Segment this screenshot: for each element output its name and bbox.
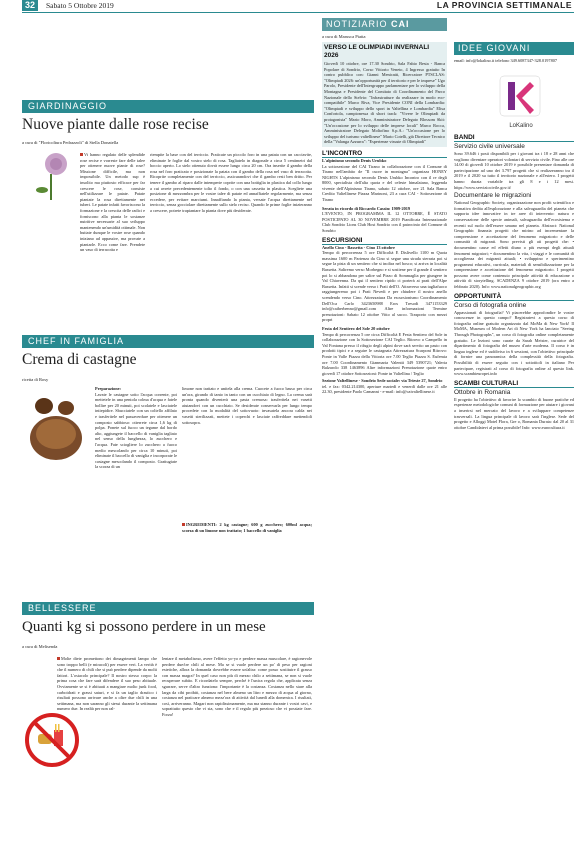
migrazioni-title: Documentare le migrazioni [454,192,532,200]
chestnut-image [22,386,90,466]
page-date: Sabato 5 Ottobre 2019 [46,1,114,10]
recipe-text-col1: Preparazione: Lavate le castagne sotto l'acqua corrente, poi mettetele in una pentola colma d'acqua e fatele bollire per 20 minuti, poi scolatele e lasciatele intiepidire. Sbucciatele con un coltello affilato e trasferitele nel passaverdure per ottenere un composto sabbioso: otterrete circa 1,6 kg di polpa. Ponete sul fuoco un tegame dal bordo alto, aggiungete il baccello di vaniglia tagliato nel senso della lunghezza, lo zucchero e l'acqua. Fate sciogliere lo zucchero a fuoco medio mescolando per circa 10 minuti, poi eliminate il baccello di vaniglia e incorporate le castagne mescolando il composto. Grattugiate la scorza di un [95,386,177,470]
sede-body: tel. e fax: 0342.214300, aperture martedì e venerdì dalle ore 21 alle 22.30, presidente Paolo Camanni - e-mail: info@caivaltellinese.it [322,383,447,395]
section-bar-bellessere [22,602,314,615]
no-junk-food-icon [24,712,80,768]
incontro-body: La sottosezione del CAI Tirano in collaborazione con il Comune di Tirano nell'ambito de "Il cuore in montagna" organizza HONEY NIGHTS L'alpinismo secondo Denis Urubko Incontro con il re degli 8000, specialista dell'alta quota e del celeste himalaiano, leggenda vivente dell'Alpinismo Tirano, sabato 12 ottobre, ore 21 Sala Banca Credito Valtellinese Piazza Marinoni, 23 a cura CAI - Sottosezione di Tirano [322,163,447,203]
ottobre-title: Ottobre in Romania [454,388,511,396]
recipe-ingredients: INGREDIENTI: 2 kg castagne; 600 g zucchero; 600ml acqua; scorza di un limone non trattato; 1 baccello di vaniglia [182,522,312,533]
masthead: LA PROVINCIA SETTIMANALE [436,0,572,10]
rose-image [22,150,74,202]
migrazioni-body: National Geographic Society, organizzazione non profit scientifica e formativa dedita all'esplorazione e alla salvaguardia del pianeta che supporta idee innovative in tre aree di intervento: natura e conservazione delle specie animali, salvaguardia dell'ecosistema e recenti sul ruolo dell'essere umano nel pianeta. Abstract: National Geographic finanzia progetti che mirino ad incrementare la comprensione e accettazione del fenomeno migratorio e delle comunità di migranti. Sono previsti gli ati progetti che: • documentino cause ed effetti diuno o più esempi degli attuali fenomeni migratori; • documentino la vita, i viaggi e le comunità di accoglienza dei migranti attuali; • sviluppino e sperimentino programmi educativi, curricula, materiali di sensibilizzazione per la comprensione e accettazione del fenomeno migratorio. I progetti possono avere come contenuto principale attività di educazione o attività di storytelling. SCADENZA 9 ottobre 2019 (ora entro a febbraio 2020). Info: www.nationalgeographic.org [454,200,574,290]
festa-title: Festa del Sentiero del Sole 20 ottobre [322,325,390,331]
sede-title: Sezione Valtellinese - Sondrio Sede sociale: via Trieste 27, Sondrio [322,378,443,384]
section-bar-notiziario [322,18,447,31]
section-bar-idee [454,42,574,55]
section-bar-chef [22,335,314,348]
olimpiadi-title: VERSO LE OLIMPIADI INVERNALI 2026 [324,44,430,59]
bullet-icon [182,523,185,526]
beauty-text-col2: lentare il metabolismo, avere l'effetto yo-yo e perdere massa muscolare, è ragionevole perdere due/tre chili al mese. Ma se si vuole perdere un po' di peso per ragioni estetiche, allora la domanda dovrebbe essere un'altra: come posso sostituire il grasso con massa magra? In quel caso non più di mezzo chilo a settimana, se non si vuole recuperare subito. E ricordatelo sempre, perché è l'unica regola che, applicata senza sgarrare, serve d'altro funziona: l'importante è la costanza. Costanza nello stare alla larga da cibi proibiti, costanza nel bere almeno un litro e mezzo di acqua al giorno, costanza nel praticare almeno mezz'ora di attività dal lunedì alla domenica. I risultati, così, arriveranno. Magari non rapidissimamente, ma ma stanno durante i vostri cavi, e soprattutto questo che vi sta, sono che e il regalo più prezioso che vi possiate fare. Forza! [162,656,312,717]
incontro-head: L'INCONTRO [322,149,363,157]
ottobre-body: Il progetto ha l'obiettivo di favorire lo scambio di buone pratiche ed esperienze metodologiche comuni di formazione per aiutare i giovani a inserirsi nel mercato del lavoro e a sviluppare competenze trasversali. La lingua principale di lavoro sarà l'inglese. Sede del progetto e Alloggi Motel Flora, Gre o, Romania Durata: dal 20 al 31 ottobre Candidatevi al prima possibile! Info: www.eurocultura.it [454,396,574,430]
section-label: NOTIZIARIO [326,19,388,29]
anello-title: Anello Cino - Bassetta - Cino 13 ottobre [322,244,395,250]
section-label: BELLESSERE [28,603,97,613]
page-header [22,0,574,13]
serata-title: Serata in ricordo di Riccardo Cassin: 1909-2019 [322,205,411,211]
anello-body: Tempo di percorrenza 5 ore Difficoltà E Dislivello 1100 m Quota massima 1600 m Partenza da Cino si segue una strada sterrata poi si segue la pista di un sentiero che si inoltra nel bosco; si arriva in località Bassetta. Saliremo verso Morbegno e si sostiene per il grande il sentiero poi lo si abbandona per salire sul Pizzo di Sommaglia per giungere in Val Chiavenna. Da qui il sentiero ripido ci porterà ai prati dell'Alpe Bassetta. Infatti si scende verso i Prati dell'O. Attraverso una tagliafuoco raggiungeremo poi i Prati Nevedi e per chiudere il nostro anello scendendo verso Cino. Attrezzatura Da escursionismo Coordinamento Dell'Oca Carlo 3423650988 Eros Tresodi 3471153329 info@caiberbenno@gmail.com Altre informazioni Termine prenotazioni: Sabato 12 ottobre Vitto al sacco. Trasporto con mezzi propri [322,250,447,323]
escursioni-head: ESCURSIONI [322,236,363,244]
prep-label: Preparazione: [95,386,121,391]
section-label: IDEE GIOVANI [458,43,531,53]
opportunita-head: OPPORTUNITÀ [454,292,502,300]
scambi-head: SCAMBI CULTURALI [454,379,519,387]
beauty-byline: a cura di Melisenda [22,644,58,649]
section-label: GIARDINAGGIO [28,101,108,111]
recipe-byline: ricetta di Rosy [22,377,49,382]
section-accent: CAI [391,19,410,29]
bullet-icon [57,657,60,660]
serata-body: L'EVENTO, IN PROGRAMMA IL 12 OTTOBRE, È STATO POSTICIPATO AL 30 NOVEMBRE 2019 Pianificata Internazionale Club Sondrio Lions Club Host Sondrio con il patrocinio del Comune di Sondrio [322,211,447,234]
notiziario-content [322,42,447,395]
olimpiadi-body: Giovedì 10 ottobre, ore 17.30 Sondrio, Sala Fabio Besta - Banca Popolare di Sondrio, Corso Vittorio Veneto, 4 Ingresso gratuito In contro pubblico con: Gianni Menicatti, Ricercatore PTSCLAS: "Olimpiadi 2026: un'opportunità per il territorio e per le imprese" Ugo Parolo, Presidente dell'Intergruppo parlamentare per lo sviluppo della Montagna e Presidente del Comitato di Coordinamento del Parco Nazionale dello Stelvio: "Infrastrutture da realizzare in modo eco-compatibile" Marco Riva, Vice Presidente CONI della Lombardia: "Olimpiadi e sviluppo dello sport in Valtellina e Lombardia" Elisa Confortola, campionessa di short track: "Vivere le Olimpiadi da protagonista" Mario Moro, Amministratore Delegato Blossom Skit: "Un'occasione per lo sviluppo delle imprese locali" Marco Rocca, Amministratore Delegato Moltofino S.p.A.: "Un'occasione per lo sviluppo del turismo valtellinese" Mario Cotelli, già Direttore Tecnico della "Valanga Azzurra": "Esperienze vissute di Olimpiadi" [324,61,445,145]
servizio-title: Servizio civile universale [454,143,525,150]
bandi-head: BANDI [454,134,475,141]
section-bar-giardinaggio [22,100,314,113]
festa-body: Tempo di percorrenza 5 ore circa Difficoltà E Festa Sentiero del Sole in collaborazione con la Sottosezione CAI Teglio. Ritrovo a Campello in Val Fontana presso il rifugio degli alpini dove sarà servito un pasto con prodotti tipici e a seguire le castagnata Attrezzatura Scarponi Ritrovo: Ponte in Valle Piazza della Vittoria ore 7.00 Teglio Piazza S. Eufemia ore 7.00 Coordinamento Gianmaria Valentti 349 5390721; Valeria Balzarolo 338 1463896 Altre informazioni Prenotazione quote entro giovedì 17 ottobre Sottosezioni: Ponte in Valtellina / Teglio [322,331,447,376]
beauty-title: Quanti kg si possono perdere in un mese [22,619,266,635]
foto-title: Corso di fotografia online [454,301,527,309]
article-title: Nuove piante dalle rose recise [22,116,209,133]
recipe-title: Crema di castagne [22,351,137,368]
beauty-text-col1: Molte diete promettono dei dimagrimenti lampo che sono troppo belli (e miracoli) per essere veri. La verità è che il numero di chili che si può perdere dipende da molti fattori. L'ostacolo principale? Il nostro stesso corpo: la prima cosa che fare sarà difendere il suo peso abituale. Ovviamente se si è abituati a mangiare molto junk food, carboidrati e grassi saturi, e si fa un taglio drastico i risultati possono arrivare anche a oltre due chili in una settimana, ma non saranno gli stessi durante la settimana numero due. In realtà per non ral- [57,656,157,712]
incontro-title: L'alpinismo secondo Denis Urubko [322,157,387,163]
article-text-col1: Vi hanno regalato delle splendide rose recise e vorreste fare delle talee per ottenere nuove piante di rose? Missione difficile, ma non impossibile. Un metodo sup è insolito ma piuttosto efficace per far crescere le rose, consiste nell'utilizzare le patate. Patate piantate la rosa direttamente nei tuberi. Le patate infatti favoriscono la formazione e la crescita delle radici e forniscono alla pianta le sostanze nutritive necessarie al suo sviluppo mantenendo un'umidità ottimale. Non buttate dunque le vostre rose quando iniziano ad appassire, ma provate a piantarle. Ecco come fare. Prendete un vaso di terracotta e [80,152,145,253]
servizio-body: Sono 39.646 i posti disponibili per i giovani tra i 18 e 28 anni che vogliono diventare operatori volontari di servizio civile. Fino alle ore 14.00 di giovedì 10 ottobre 2019 è possibile presentare domanda di partecipazione ad uno dei 3.797 progetti che si realizzeranno tra il 2019 e il 2020 su tutto il territorio nazionale e all'estero. I progetti hanno durata variabile tra gli 8 e i 12 mesi. https://www.serviziocivile.gov.it/ [454,151,574,190]
section-label: CHEF IN FAMIGLIA [28,336,125,346]
bullet-icon [80,153,83,156]
logo-text: LoKalino [509,123,533,129]
idee-content [454,134,574,430]
notiziario-byline: a cura di Marusca Piatta [322,34,366,39]
lokalino-logo [496,74,546,130]
recipe-text-col2: limone non trattato e unitela alla crema. Cuocete a fuoco basso per circa un'ora, girando di tanto in tanto con un cucchiaio di legno. La crema sarà pronta quando diventerà una pasta cremosa: trasferitela nei vasetti aiutandovi con un cucchiaio. Se desiderate conservarla per lungo tempo procedete con la modalità del sottovuoto: invasatela ancora calda nei vasetti sterilizzati, mettete i coperchi e lasciate raffreddare mettendoli sottosopra. [182,386,312,425]
article-text-col2: riempite la base con del terriccio. Praticate un piccolo foro in una patata con un cacciavite, eliminate le foglie dal vostro stelo di rosa. Tagliatelo in diagonale a circa 5 centimetri dal boccio aperto. Lo stelo ottenuto dovrà essere lungo circa 20 cm. Ora inserite il gambo della rosa nel foro praticato e posizionate la patata con il gambo della rosa nel vaso di terracotta. Ricoprite completamente con del terriccio, assicurandovi che il gambo resti ben dritto. Per tenere il gambo al riparo dalle intemperie coprite con una bottiglia in plastica dal collo lungo a cui avrete precedentemente tolto il fondo, o con una cassetta in plastica. Scegliete una posizione di mezzombra per le vostre talee di patate ed annaffiatele regolarmente, ma senza eccedere, per evitare marciumi. Innaffiando la pianta, versate l'acqua direttamente nel terriccio, senza gocciolare direttamente sullo stelo reciso. Quando le prime foglie inizieranno a crescere, potrete trapiantare la pianta dove più desiderate. [150,152,312,213]
article-byline: a cura di "Floricoltura Pedrazzoli" di Stella Donatella [22,140,119,145]
idee-contact: email: info@lokalino.it telefono 349.6087347-328.0197807 [454,58,558,63]
foto-body: Appassionati di fotografia? Vi piacerebbe approfondire le vostre conoscenze in questo campo? Registratevi a questo corso di fotografia online gratuito organizzato dal MoMa di New York! Il MoMA, Museum of Modern Art di New York ha lanciato "Seeing Through Photographs", un corso di fotografia online completamente gratuito. Le lezioni sono curate da Sarah Meister, curatrice del dipartimento di fotografia del museo d'arte moderna. Il corso è in lingua inglese ed è suddiviso in 6 sessioni, con l'obiettivo principale di fornire una panoramica della complessità della fotografia. Possibilità di essere seguito con i sottotitoli in italiano Per partecipare, registrati al corso di fotografia online al questo link. www.scambieuropei.info [454,309,574,377]
page-number: 32 [22,0,38,11]
